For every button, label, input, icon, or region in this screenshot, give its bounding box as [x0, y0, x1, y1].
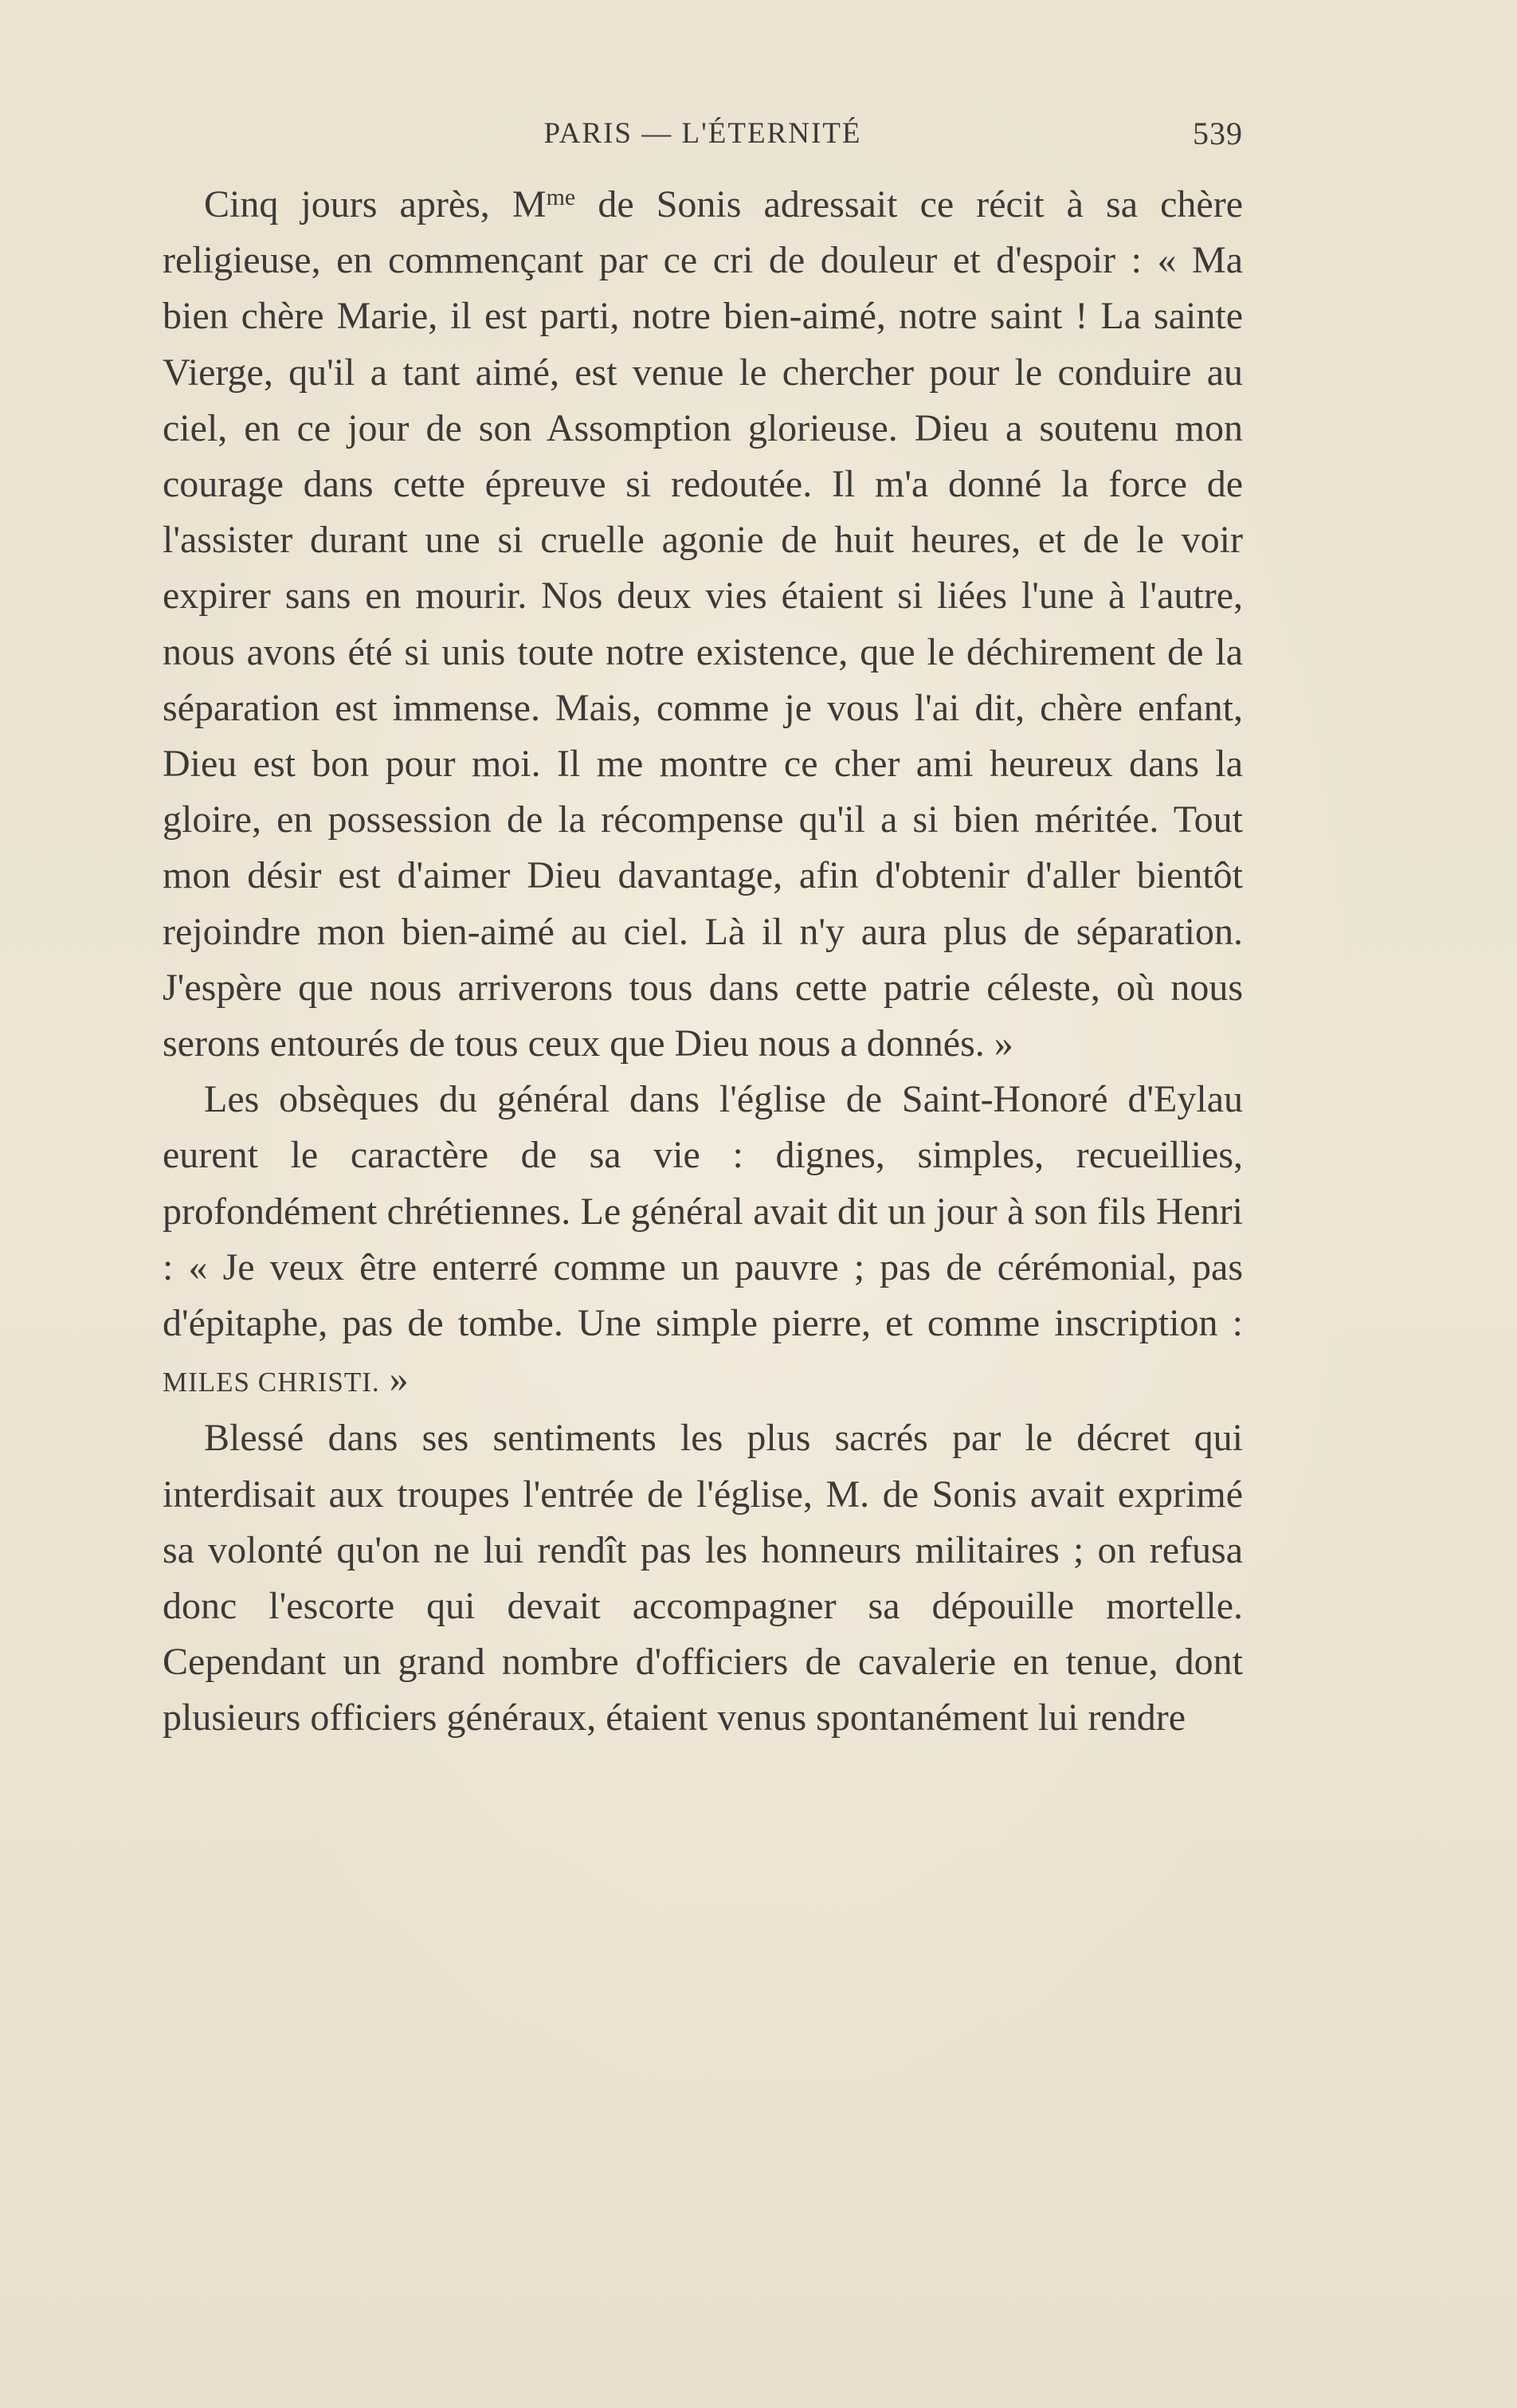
page-number: 539: [1193, 116, 1243, 151]
running-title: PARIS — L'ÉTERNITÉ: [543, 117, 862, 150]
superscript-abbreviation: me: [546, 184, 576, 210]
paragraph-3: [163, 1410, 1243, 1746]
paragraph-2-text-a: Les obsèques du général dans l'église de Saint-Honoré d'Eylau eurent le caractère de sa vie : dignes, simples, recueillies, profondément chrétiennes. Le général avait dit un jour à son fils Henri : « Je veux être enterré comme un pauvre ; pas de cérémonial, pas d'épitaphe, pas de tombe. Une simple pierre, et comme inscription :: [163, 1078, 1243, 1345]
paragraph-2-text-b: »: [379, 1358, 409, 1401]
paragraph-1-text-b: de Sonis adressait ce récit à sa chère religieuse, en commençant par ce cri de douleur et d'espoir : « Ma bien chère Marie, il est parti, notre bien-aimé, notre saint ! La sainte Vierge, qu'il a tant aimé, est venue le chercher pour le conduire au ciel, en ce jour de son Assomption glorieuse. Dieu a soutenu mon courage dans cette épreuve si redoutée. Il m'a donné la force de l'assister durant une si cruelle agonie de huit heures, et de le voir expirer sans en mourir. Nos deux vies étaient si liées l'une à l'autre, nous avons été si unis toute notre existence, que le déchirement de la séparation est immense. Mais, comme je vous l'ai dit, chère enfant, Dieu est bon pour moi. Il me montre ce cher ami heureux dans la gloire, en possession de la récompense qu'il a si bien méritée. Tout mon désir est d'aimer Dieu davantage, afin d'obtenir d'aller bientôt rejoindre mon bien-aimé au ciel. Là il n'y aura plus de séparation. J'espère que nous arriverons tous dans cette patrie céleste, où nous serons entourés de tous ceux que Dieu nous a donnés. »: [163, 183, 1243, 1065]
paragraph-3-text: Blessé dans ses sentiments les plus sacrés par le décret qui interdisait aux troupes l'entrée de l'église, M. de Sonis avait exprimé sa volonté qu'on ne lui rendît pas les honneurs militaires ; on refusa donc l'escorte qui devait accompagner sa dépouille mortelle. Cependant un grand nombre d'officiers de cavalerie en tenue, dont plusieurs officiers généraux, étaient venus spontanément lui rendre: [163, 1417, 1243, 1739]
body-text: [163, 177, 1243, 1747]
paragraph-1-text-a: Cinq jours après, M: [204, 183, 547, 226]
small-caps-inscription: MILES CHRISTI.: [163, 1367, 380, 1398]
paragraph-1: [163, 177, 1243, 1072]
page-header: [163, 110, 1243, 158]
paragraph-2: [163, 1072, 1243, 1410]
